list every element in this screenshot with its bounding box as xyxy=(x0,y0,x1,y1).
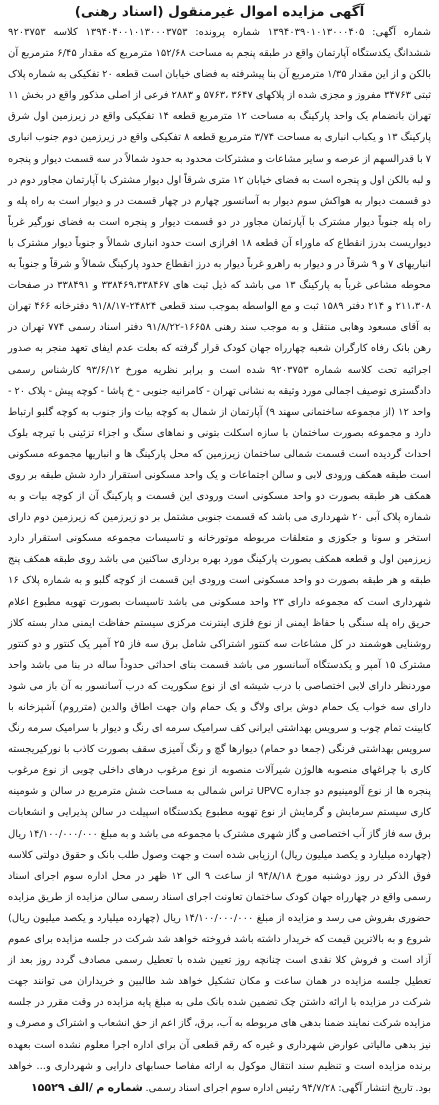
notice-title: آگهی مزایده اموال غیرمنقول (اسناد رهنی) xyxy=(74,4,365,20)
notice-body xyxy=(8,22,431,1099)
notice-body-text: شماره آگهی: ۱۳۹۴۰۳۹۰۱۰۱۳۰۰۰۴۰۵ شماره پرونده: ۱۳۹۴۰۴۰۰۱۰۱۳۰۰۰۳۷۵۳ کلاسه ۹۲۰۳۷۵۳ ششدانگ یکدستگاه آپارتمان واقع در طبقه پنجم به مساحت ۱۵۲/۶۸ مترمربع که مقدار ۶/۴۵ مترمربع آن بالکن و از این مقدار ۱/۳۵ مترمربع آن بنا پیشرفته به فضای خیابان است قطعه ۲۰ تفکیکی به شماره پلاک ثبتی ۳۴۷۶۳ مفروز و مجزی شده از پلاکهای ۳۶۴۷ ،۵۷۶۳ و ۲۸۸۳ فرعی از اصلی مذکور واقع در بخش ۱۱ تهران بانضمام یک واحد پارکینگ به مساحت ۱۲ مترمربع قطعه ۱۴ تفکیکی واقع در زیرزمین اول شرق پارکینگ ۱۳ و یکباب انباری به مساحت ۳/۷۴ مترمربع قطعه ۸ تفکیکی واقع در زیرزمین دوم جنوب انباری ۷ با قدرالسهم از عرصه و سایر مشاعات و مشترکات محدود به حدود شمالاً در سه قسمت دیوار و پنجره و لبه بالکن اول و پنجره است به فضای خیابان ۱۲ متری شرقاً اول دیوار مشترک با آپارتمان مجاور دوم در دو قسمت دیوار به هواکش سوم دیوار به آسانسور چهارم در چهار قسمت در و دیوار است به راه پله و راه پله جنوباً دیوار مشترک با آپارتمان مجاور در دو قسمت دیوار و پنجره است به فضای نورگیر غرباً دیواریست بدرز انقطاع که ماوراء آن قطعه ۱۸ افرازی است حدود انباری شمالاً و جنوباً دیوار مشترک با انباریهای ۷ و ۹ شرقاً در و دیوار به راهرو غرباً دیوار به درز انقطاع حدود پارکینگ شمالاً و شرقاً و جنوباً به محوطه مشاعی غرباً به پارکینگ ۱۳ می باشد که ذیل ثبت های ۳۳۸۴۶۹،۳۳۸۴۶۷ و ۳۳۸۴۹۱ در صفحات ۲۱۱،۳۰۸ و ۲۱۴ دفتر ۱۵۸۹ ثبت و مع الواسطه بموجب سند قطعی ۲۴۸۲۴-۹۱/۸/۱۷ دفترخانه ۴۶۶ تهران به آقای مسعود وهابی منتقل و به موجب سند رهنی ۱۶۶۵۸-۹۱/۸/۲۲ دفتر اسناد رسمی ۷۷۴ تهران در رهن بانک رفاه کارگران شعبه چهارراه جهان کودک قرار گرفته که بعلت عدم ایفای تعهد منجر به صدور اجرائیه تحت کلاسه شماره ۹۲۰۳۷۵۳ شده است و برابر نظریه مورخ ۹۳/۶/۱۲ کارشناس رسمی دادگستری توصیف اجمالی مورد وثیقه به نشانی تهران - کامرانیه جنوبی - خ پاشا - کوچه پیش - پلاک ۲۰ - واحد ۱۲ (از مجموعه ساختمانی سهند ۹) آپارتمان از شمال به کوچه بیات واز جنوب به کوچه گلبو ارتباط دارد و مجموعه بصورت ساختمان با سازه اسکلت بتونی و نماهای سنگ و اجزاء تزئینی با تیرچه بلوک احداث گردیده است قسمت شمالی ساختمان زیرزمین که محل پارکینگ ها و انباریها مجموعه مسکونی است طبقه همکف ورودی لابی و سالن اجتماعات و یک واحد مسکونی استقرار دارد شش طبقه بر روی همکف هر طبقه بصورت دو واحد مسکونی است ورودی این قسمت و پارکینگ آن از کوچه بیات و به شماره پلاک آبی ۲۰ شهرداری می باشد که قسمت جنوبی مشتمل بر دو زیرزمین که زیرزمین دوم دارای استخر و سونا و جکوزی و متعلقات مربوطه موتورخانه و تاسیسات مجموعه مسکونی استقرار دارد زیرزمین اول و قطعه همکف بصورت پارکینگ مورد بهره برداری ساکنین می باشد روی طبقه همکف پنج طبقه و هر طبقه بصورت دو واحد مسکونی است ورودی این قسمت از کوچه گلبو و به شماره پلاک ۱۶ شهرداری است که مجموعه دارای ۲۳ واحد مسکونی می باشد تاسیسات بصورت تهویه مطبوع اعلام حریق راه پله سنگی با حفاظ ایمنی از نوع فلزی اینترنت مرکزی سیستم حفاظت ایمنی مدار بسته کلاز روشنایی هوشمند در کل مشاعات سه کنتور اشتراکی شامل برق سه فاز ۲۵ آمپر یک کنتور و دو کنتور مشترک ۱۵ آمپر و یکدستگاه آسانسور می باشد قسمت بنای احداثی حدوداً ساله در بنا می باشد واحد موردنظر دارای لابی اختصاصی با درب شیشه ای از نوع سکوریت که درب آسانسور به آن باز می شود دارای سه خواب یک حمام دوش برای ولاگ و یک حمام وان جهت اطاق والدین (مترروم) آشپزخانه با کابینت تمام چوب و سرویس بهداشتی ایرانی کف سرامیک سرمه ای رنگ و دیوار با سرامیک سرمه رنگ سرویس بهداشتی فرنگی (جمعا دو حمام) دیوارها گچ و رنگ آمیزی سقف بصورت کاذب با نورکیریجسته کاری با چراغهای منصوبه هالوژن شیرآلات منصوبه از نوع مرغوب درهای داخلی چوبی از نوع مرغوب پنجره ها از نوع آلومینیوم دو جداره UPVC تراس شمالی به مساحت شش مترمربع در سالن و شومینه کاری سیستم سرمایش و گرمایش از نوع تهویه مطبوع یکدستگاه اسپیلت در سالن پذیرایی و انشعابات برق سه فاز گاز آب اختصاصی و گاز شهری مشترک با مجموعه می باشد و به مبلغ ۱۴/۱۰۰/۰۰۰/۰۰۰ ریال (چهارده میلیارد و یکصد میلیون ریال) ارزیابی شده است و جهت وصول طلب بانک و حقوق دولتی کلاسه فوق الذکر در روز دوشنبه مورخ ۹۴/۸/۱۸ از ساعت ۹ الی ۱۲ ظهر در محل اداره سوم اجرای اسناد رسمی واقع در چهارراه جهان کودک ساختمان تعاونت اجرای اسناد رسمی سالن مزایده از طریق مزایده حضوری بفروش می رسد و مزایده از مبلغ ۱۴/۱۰۰/۰۰۰/۰۰۰ ریال (چهارده میلیارد و یکصد میلیون ریال) شروع و به بالاترین قیمت که خریدار داشته باشد فروخته خواهد شد شرکت در جلسه مزایده برای عموم آزاد است و فروش کلا نقدی است چنانچه روز تعیین شده با تعطیل رسمی مصادف گردد روز بعد از تعطیل جلسه مزایده در همان ساعت و مکان تشکیل خواهد شد طالبین و خریداران می توانند جهت شرکت در مزایده با ارائه داشتن چک تضمین شده بانک ملی به مبلغ پایه مزایده در وقت مقرر در جلسه مزایده شرکت نمایند ضمنا بدهی های مربوطه به آب، برق، گاز اعم از حق انشعاب و اشتراک و مصرف و نیز بدهی مالیاتی عوارض شهرداری و غیره که رقم قطعی آن برای اداره اجرا معلوم نشده است بعهده برنده مزایده است و تنظیم سند انتقال موکول به ارائه مفاصا حسابهای دارایی و شهرداری و... خواهد بود. تاریخ انتشار آگهی: ۹۴/۷/۲۸ رئیس اداره سوم اجرای اسناد رسمی. xyxy=(8,27,432,1094)
notice-signature: شماره م /الف ۱۵۵۲۹ xyxy=(30,1080,143,1094)
